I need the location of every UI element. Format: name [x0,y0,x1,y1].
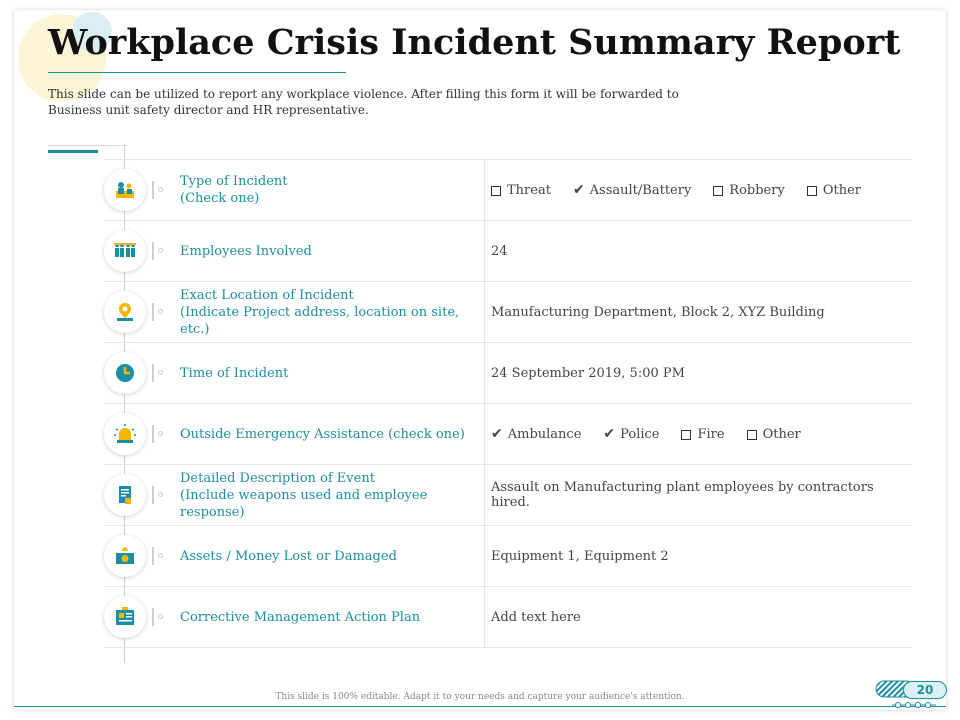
column-divider [484,465,485,525]
table-row [104,464,912,525]
field-label-main: Outside Emergency Assistance (check one) [180,426,465,442]
checkbox-option-label: Robbery [729,182,785,198]
checkbox-option-label: Assault/Battery [589,182,692,198]
field-value-text[interactable]: 24 September 2019, 5:00 PM [491,365,685,381]
incident-table [104,159,912,648]
field-label [180,465,480,525]
empty-checkbox-icon[interactable] [491,186,501,196]
empty-checkbox-icon[interactable] [747,430,757,440]
row-tick [152,181,154,199]
field-value [491,465,911,525]
field-value [491,526,911,586]
checkbox-option[interactable] [573,182,691,198]
row-dot [158,553,163,558]
row-dot [158,614,163,619]
table-row [104,342,912,403]
table-row [104,403,912,464]
empty-checkbox-icon[interactable] [681,430,691,440]
field-label-hint: (Check one) [180,191,260,206]
table-row [104,159,912,220]
column-divider [484,587,485,647]
column-divider [484,282,485,342]
field-value [491,282,911,342]
field-label [180,526,480,586]
field-label-main: Assets / Money Lost or Damaged [180,548,397,564]
checkbox-option-label: Police [620,426,660,442]
field-label-main: Employees Involved [180,243,312,259]
checkbox-option[interactable] [713,183,785,198]
field-label-main: Corrective Management Action Plan [180,609,421,625]
field-label-hint: (Indicate Project address, location on site, etc.) [180,304,460,337]
location-pin-icon [104,291,146,333]
section-rule [48,145,126,146]
field-label-main: Exact Location of Incident [180,287,354,303]
row-tick [152,547,154,565]
column-divider [484,404,485,464]
checkbox-option-label: Other [762,426,801,442]
page-number: 20 [903,681,947,699]
empty-checkbox-icon[interactable] [713,186,723,196]
title-underline [48,72,346,73]
column-divider [484,343,485,403]
row-dot [158,431,163,436]
field-value-text[interactable]: Equipment 1, Equipment 2 [491,548,669,564]
field-value [491,404,911,464]
checkbox-option-label: Other [822,182,861,198]
action-plan-icon [104,596,146,638]
row-dot [158,248,163,253]
field-label-main: Type of Incident [180,174,288,189]
row-tick [152,486,154,504]
row-dot [158,187,163,192]
checkmark-icon[interactable]: ✔ [491,426,503,442]
field-value [491,221,911,281]
table-row [104,220,912,281]
checkbox-option[interactable] [807,183,861,198]
column-divider [484,221,485,281]
column-divider [484,526,485,586]
field-label [180,282,480,342]
field-label-hint: (Include weapons used and employee response) [180,487,428,520]
checkbox-option[interactable] [603,426,659,442]
field-value-text[interactable]: 24 [491,243,508,259]
page-title: Workplace Crisis Incident Summary Report [48,22,901,63]
field-value-text[interactable]: Manufacturing Department, Block 2, XYZ Building [491,304,825,320]
employees-icon [104,230,146,272]
emergency-siren-icon [104,413,146,455]
clock-icon [104,352,146,394]
field-value [491,160,911,220]
row-tick [152,364,154,382]
checkbox-option[interactable] [747,427,801,442]
row-tick [152,608,154,626]
field-label [180,221,480,281]
field-label [180,404,480,464]
page-dots [892,701,936,709]
row-tick [152,242,154,260]
money-icon [104,535,146,577]
checkmark-icon[interactable]: ✔ [603,426,616,442]
field-value [491,343,911,403]
column-divider [484,160,485,220]
table-row [104,586,912,648]
row-tick [152,303,154,321]
field-label [180,343,480,403]
row-dot [158,370,163,375]
checkbox-option-label: Ambulance [507,426,582,442]
checkbox-option[interactable] [491,426,581,442]
field-value-text[interactable]: Add text here [491,609,581,625]
checkmark-icon[interactable]: ✔ [572,182,585,198]
checkbox-option-label: Fire [697,426,725,442]
checkbox-option-label: Threat [507,182,551,198]
row-dot [158,309,163,314]
table-row [104,281,912,342]
field-label-main: Detailed Description of Event [180,470,375,486]
row-dot [158,492,163,497]
table-row [104,525,912,586]
footer-note: This slide is 100% editable. Adapt it to your needs and capture your audience's attention. [275,692,685,702]
field-label [180,587,480,647]
page-subtitle: This slide can be utilized to report any workplace violence. After filling this form it will be forwarded to Business unit safety director and HR representative. [48,87,679,117]
field-label-main: Time of Incident [180,365,289,381]
checkbox-option[interactable] [681,427,724,442]
document-icon [104,474,146,516]
field-value-text[interactable]: Assault on Manufacturing plant employees by contractors hired. [491,480,874,510]
checkbox-option[interactable] [491,183,551,198]
field-value [491,587,911,647]
section-accent [48,150,98,153]
empty-checkbox-icon[interactable] [807,186,817,196]
footer-rule [14,706,946,707]
row-tick [152,425,154,443]
field-label [180,160,480,220]
incident-type-icon [104,169,146,211]
